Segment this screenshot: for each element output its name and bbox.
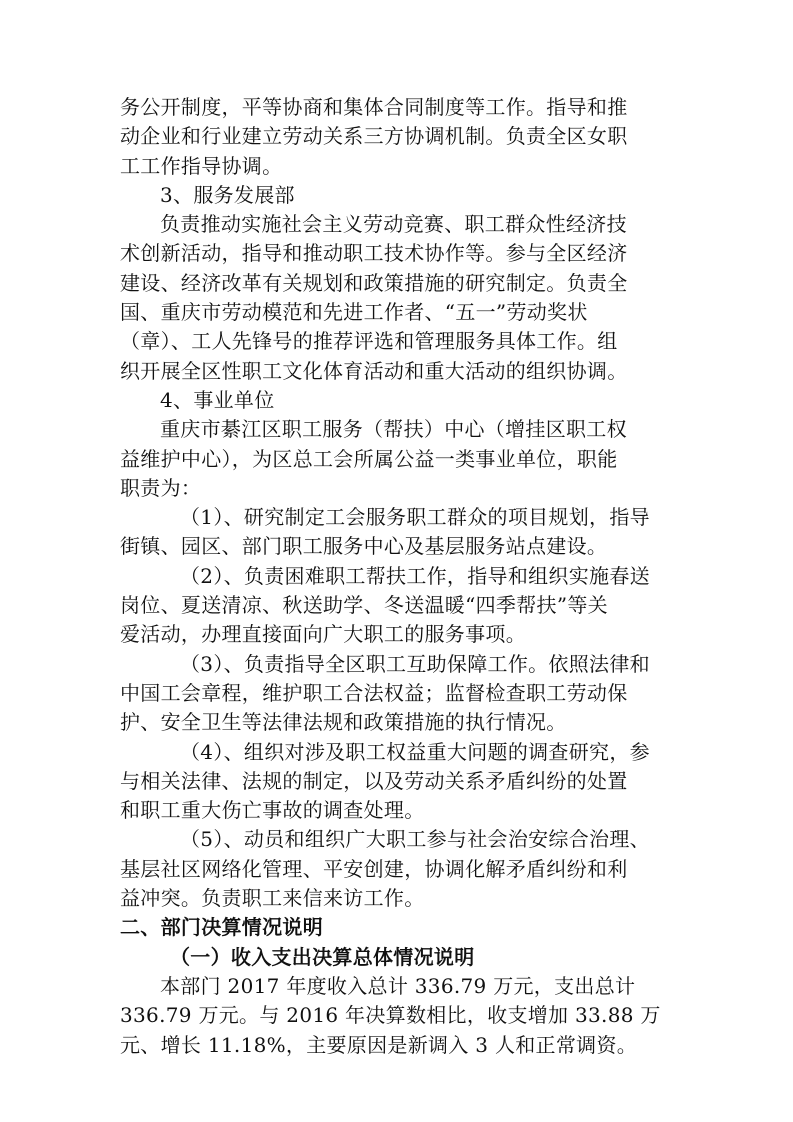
text-line: 益冲突。负责职工来信来访工作。 [120,886,425,911]
text-line: 益维护中心），为区总工会所属公益一类事业单位，职能 [120,446,618,471]
document-body [120,93,670,1060]
text-line: 岗位、夏送清凉、秋送助学、冬送温暖“四季帮扶”等关 [120,593,608,618]
text-line: 国、重庆市劳动模范和先进工作者、“五一”劳动奖状 [120,300,588,325]
text-line: 336.79 万元。与 2016 年决算数相比，收支增加 33.88 万 [120,1003,661,1028]
text-line: 中国工会章程，维护职工合法权益；监督检查职工劳动保 [120,680,628,705]
text-line: 基层社区网络化管理、平安创建，协调化解矛盾纠纷和利 [120,856,628,881]
text-line: 动企业和行业建立劳动关系三方协调机制。负责全区女职 [120,124,628,149]
list-item: （4）、组织对涉及职工权益重大问题的调查研究，参 [180,739,650,764]
list-item: （5）、动员和组织广大职工参与社会治安综合治理、 [180,827,650,852]
text-line: 元、增长 11.18%，主要原因是新调入 3 人和正常调资。 [120,1032,638,1057]
chapter-heading: 二、部门决算情况说明 [120,915,323,940]
text-line: （章）、工人先锋号的推荐评选和管理服务具体工作。组 [120,329,618,354]
section-heading: 3、服务发展部 [160,182,295,207]
text-line: 建设、经济改革有关规划和政策措施的研究制定。负责全 [120,270,628,295]
text-line: 街镇、园区、部门职工服务中心及基层服务站点建设。 [120,534,608,559]
text-line: 与相关法律、法规的制定，以及劳动关系矛盾纠纷的处置 [120,768,628,793]
text-line: 职责为： [120,475,202,500]
list-item: （2）、负责困难职工帮扶工作，指导和组织实施春送 [180,563,650,588]
text-line: 护、安全卫生等法律法规和政策措施的执行情况。 [120,710,567,735]
text-line: 爱活动，办理直接面向广大职工的服务事项。 [120,622,526,647]
list-item: （1）、研究制定工会服务职工群众的项目规划，指导 [180,505,650,530]
list-item: （3）、负责指导全区职工互助保障工作。依照法律和 [180,651,650,676]
text-line: 和职工重大伤亡事故的调查处理。 [120,798,425,823]
text-line: 负责推动实施社会主义劳动竞赛、职工群众性经济技 [160,212,627,237]
section-heading: 4、事业单位 [160,387,275,412]
text-line: 织开展全区性职工文化体育活动和重大活动的组织协调。 [120,358,628,383]
text-line: 术创新活动，指导和推动职工技术协作等。参与全区经济 [120,241,628,266]
subsection-heading: （一）收入支出决算总体情况说明 [170,944,475,969]
text-line: 本部门 2017 年度收入总计 336.79 万元，支出总计 [160,973,636,998]
text-line: 工工作指导协调。 [120,153,283,178]
text-line: 务公开制度，平等协商和集体合同制度等工作。指导和推 [120,95,628,119]
text-line: 重庆市綦江区职工服务（帮扶）中心（增挂区职工权 [160,417,627,442]
